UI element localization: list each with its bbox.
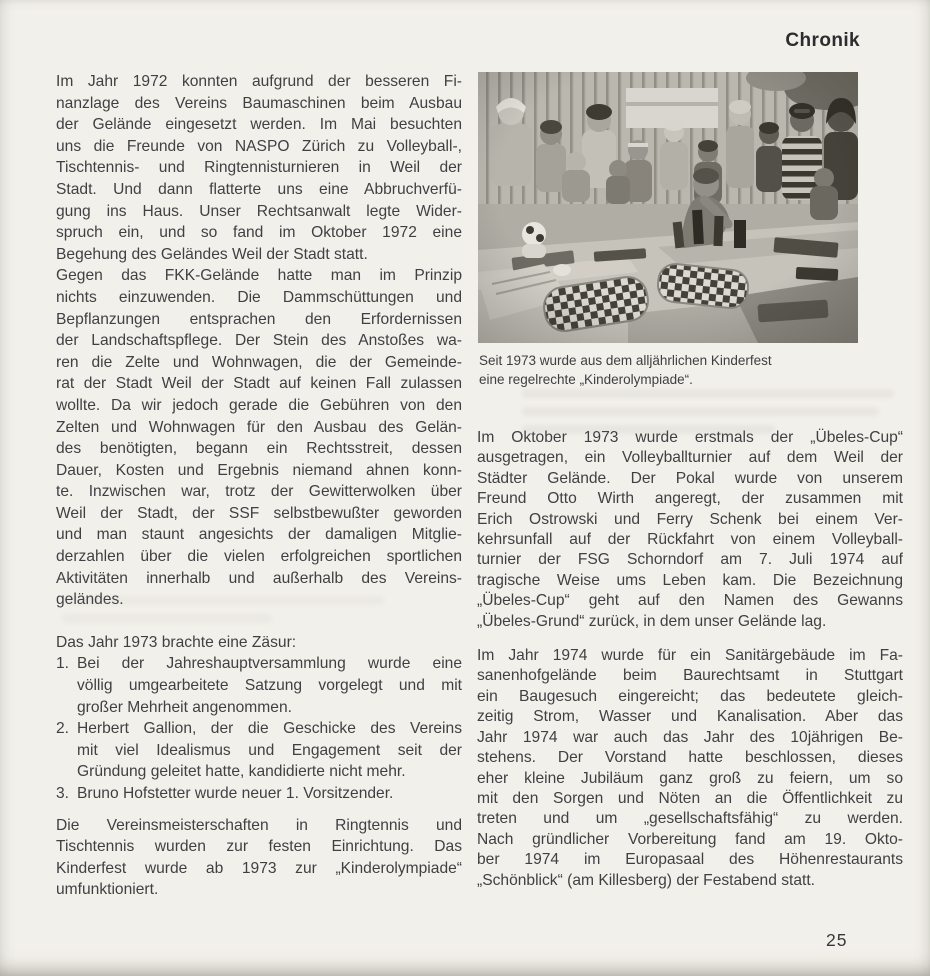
text-line: eher kleine Jubiläum ganz groß zu feiern, um so xyxy=(477,769,903,787)
text-line: Stadt. Und dann flatterte uns eine Abbruchverfü- xyxy=(56,180,462,198)
text-line: der Gelände eingesetzt werden. Im Mai besuchten xyxy=(56,116,462,134)
text-line: „Übeles-Grund“ zurück, in dem unser Gelände lag. xyxy=(477,612,827,630)
text-line: wollte. Da wir jedoch gerade die Gebühren von den xyxy=(56,396,462,414)
paragraph-vereinsmeisterschaften xyxy=(56,815,462,901)
text-line: Jahr 1974 war auch das Jahr des 10jährigen Be- xyxy=(477,728,903,746)
text-line: Herbert Gallion, der die Geschicke des Vereins xyxy=(77,720,462,738)
text-line: mit viel Idealismus und Engagement seit der xyxy=(77,741,462,759)
text-line: nichts einzuwenden. Die Dammschüttungen und xyxy=(56,288,462,306)
text-line: Erich Ostrowski und Ferry Schenk bei einem Ver- xyxy=(477,510,903,528)
page-number: 25 xyxy=(826,930,848,950)
list-item-text xyxy=(77,718,462,783)
text-line: rat der Stadt Weil der Stadt auf keinen Fall zulassen xyxy=(56,375,462,393)
text-line: geländes. xyxy=(56,591,124,609)
left-column xyxy=(56,71,462,901)
list-item xyxy=(56,718,462,783)
text-line: Aktivitäten innerhalb und außerhalb des Vereins- xyxy=(56,569,462,587)
zaesur-list xyxy=(56,653,462,804)
text-line: eine regelrechte „Kinderolympiade“. xyxy=(479,372,693,387)
paragraph-uebeles-cup xyxy=(477,428,903,632)
text-line: uns die Freunde von NASPO Zürich zu Volleyball-, xyxy=(56,137,462,155)
text-line: „Übeles-Cup“ geht auf den Namen des Gewanns xyxy=(477,592,903,610)
text-line: Städter Gelände. Der Pokal wurde von unserem xyxy=(477,469,903,487)
text-line: Im Jahr 1974 wurde für ein Sanitärgebäude im Fa- xyxy=(477,647,903,665)
text-line: Freund Otto Wirth angeregt, der zusammen mit xyxy=(477,490,903,508)
text-line: Begehung des Geländes Weil der Stadt statt. xyxy=(56,245,368,263)
text-line: umfunktioniert. xyxy=(56,881,159,899)
page-header: Chronik xyxy=(785,30,860,51)
text-line: turnier der FSG Schorndorf am 7. Juli 1974 auf xyxy=(477,551,903,569)
zaesur-heading: Das Jahr 1973 brachte eine Zäsur: xyxy=(56,633,297,651)
text-line: ren die Zelte und Wohnwagen, die der Gemeinde- xyxy=(56,353,462,371)
text-line: nanzlage des Vereins Baumaschinen beim Ausbau xyxy=(56,94,462,112)
paragraph-1974-jubilaeum xyxy=(477,646,903,891)
text-line: Bei der Jahreshauptversammlung wurde eine xyxy=(77,655,462,673)
paragraph-fkk xyxy=(56,265,462,611)
text-line: Im Oktober 1973 wurde erstmals der „Übeles-Cup“ xyxy=(477,429,903,446)
text-line: „Schönblick“ (am Killesberg) der Festabend statt. xyxy=(477,871,816,889)
text-line: kehrsunfall auf der Rückfahrt von einem Volleyball- xyxy=(477,531,903,549)
kinderfest-photo xyxy=(478,72,858,343)
list-item xyxy=(56,783,462,805)
list-item xyxy=(56,653,462,718)
text-line: der Landschaftspflege. Der Stein des Anstoßes wa- xyxy=(56,332,462,350)
text-line: zeitig Strom, Wasser und Kanalisation. Aber das xyxy=(477,708,903,726)
text-line: gung ins Haus. Unser Rechtsanwalt legte Wider- xyxy=(56,202,462,220)
list-item-text xyxy=(77,653,462,718)
text-line: Bepflanzungen entsprachen den Erfordernissen xyxy=(56,310,462,328)
photo-caption xyxy=(479,351,899,389)
text-line: Bruno Hofstetter wurde neuer 1. Vorsitzender. xyxy=(77,785,394,802)
text-line: großer Mehrheit angenommen. xyxy=(77,698,292,716)
text-line: Tischtennis- und Ringtennisturnieren in Weil der xyxy=(56,159,462,177)
text-line: Nach gründlicher Vorbereitung fand am 19. Okto- xyxy=(477,830,903,848)
text-line: völlig umgearbeitete Satzung vorgelegt und mit xyxy=(77,677,462,695)
text-line: Gründung geleitet hatte, kandidierte nicht mehr. xyxy=(77,763,406,781)
list-item-text xyxy=(77,783,462,805)
text-line: Die Vereinsmeisterschaften in Ringtennis und xyxy=(56,816,462,834)
text-line: Im Jahr 1972 konnten aufgrund der besseren Fi- xyxy=(56,73,462,90)
text-line: stehens. Der Vorstand hatte beschlossen, dieses xyxy=(477,749,903,767)
paragraph-1972 xyxy=(56,71,462,265)
text-line: sanenhofgelände beim Baurechtsamt in Stuttgart xyxy=(477,667,903,685)
text-line: und man staunt angesichts der damaligen Mitglie- xyxy=(56,526,462,544)
list-item-number: 2. xyxy=(56,720,70,738)
kinderfest-photo-image xyxy=(478,72,858,343)
text-line: spruch ein, und so fand im Oktober 1972 eine xyxy=(56,224,462,242)
text-line: Tischtennis wurden zur festen Einrichtung. Das xyxy=(56,838,462,856)
list-item-number: 1. xyxy=(56,655,70,673)
right-column xyxy=(477,428,903,891)
text-line: Kinderfest wurde ab 1973 zur „Kinderolympiade“ xyxy=(56,859,462,877)
text-line: Seit 1973 wurde aus dem alljährlichen Kinderfest xyxy=(479,353,772,368)
text-line: des benötigten, begann ein Rechtsstreit, dessen xyxy=(56,440,462,458)
text-line: Dauer, Kosten und Ergebnis niemand ahnen konn- xyxy=(56,461,462,479)
text-line: te. Inzwischen war, trotz der Gewitterwolken über xyxy=(56,483,462,501)
text-line: ausgetragen, ein Volleyballturnier auf dem Weil der xyxy=(477,449,903,467)
text-line: Gegen das FKK-Gelände hatte man im Prinzip xyxy=(56,267,462,285)
text-line: derzahlen über die vielen erfolgreichen sportlichen xyxy=(56,548,462,566)
text-line: treten und um „gesellschaftsfähig“ zu werden. xyxy=(477,810,903,828)
text-line: Zelten und Wohnwagen für den Ausbau des Gelän- xyxy=(56,418,462,436)
text-line: ber 1974 im Europasaal des Höhenrestaurants xyxy=(477,851,903,869)
text-line: ein Baugesuch eingereicht; das bedeutete gleich- xyxy=(477,687,903,705)
text-line: Weil der Stadt, der SSF selbstbewußter geworden xyxy=(56,504,462,522)
text-line: mit den Sorgen und Nöten an die Öffentlichkeit zu xyxy=(477,789,903,807)
list-item-number: 3. xyxy=(56,785,70,802)
text-line: tragische Weise ums Leben kam. Die Bezeichnung xyxy=(477,571,903,589)
